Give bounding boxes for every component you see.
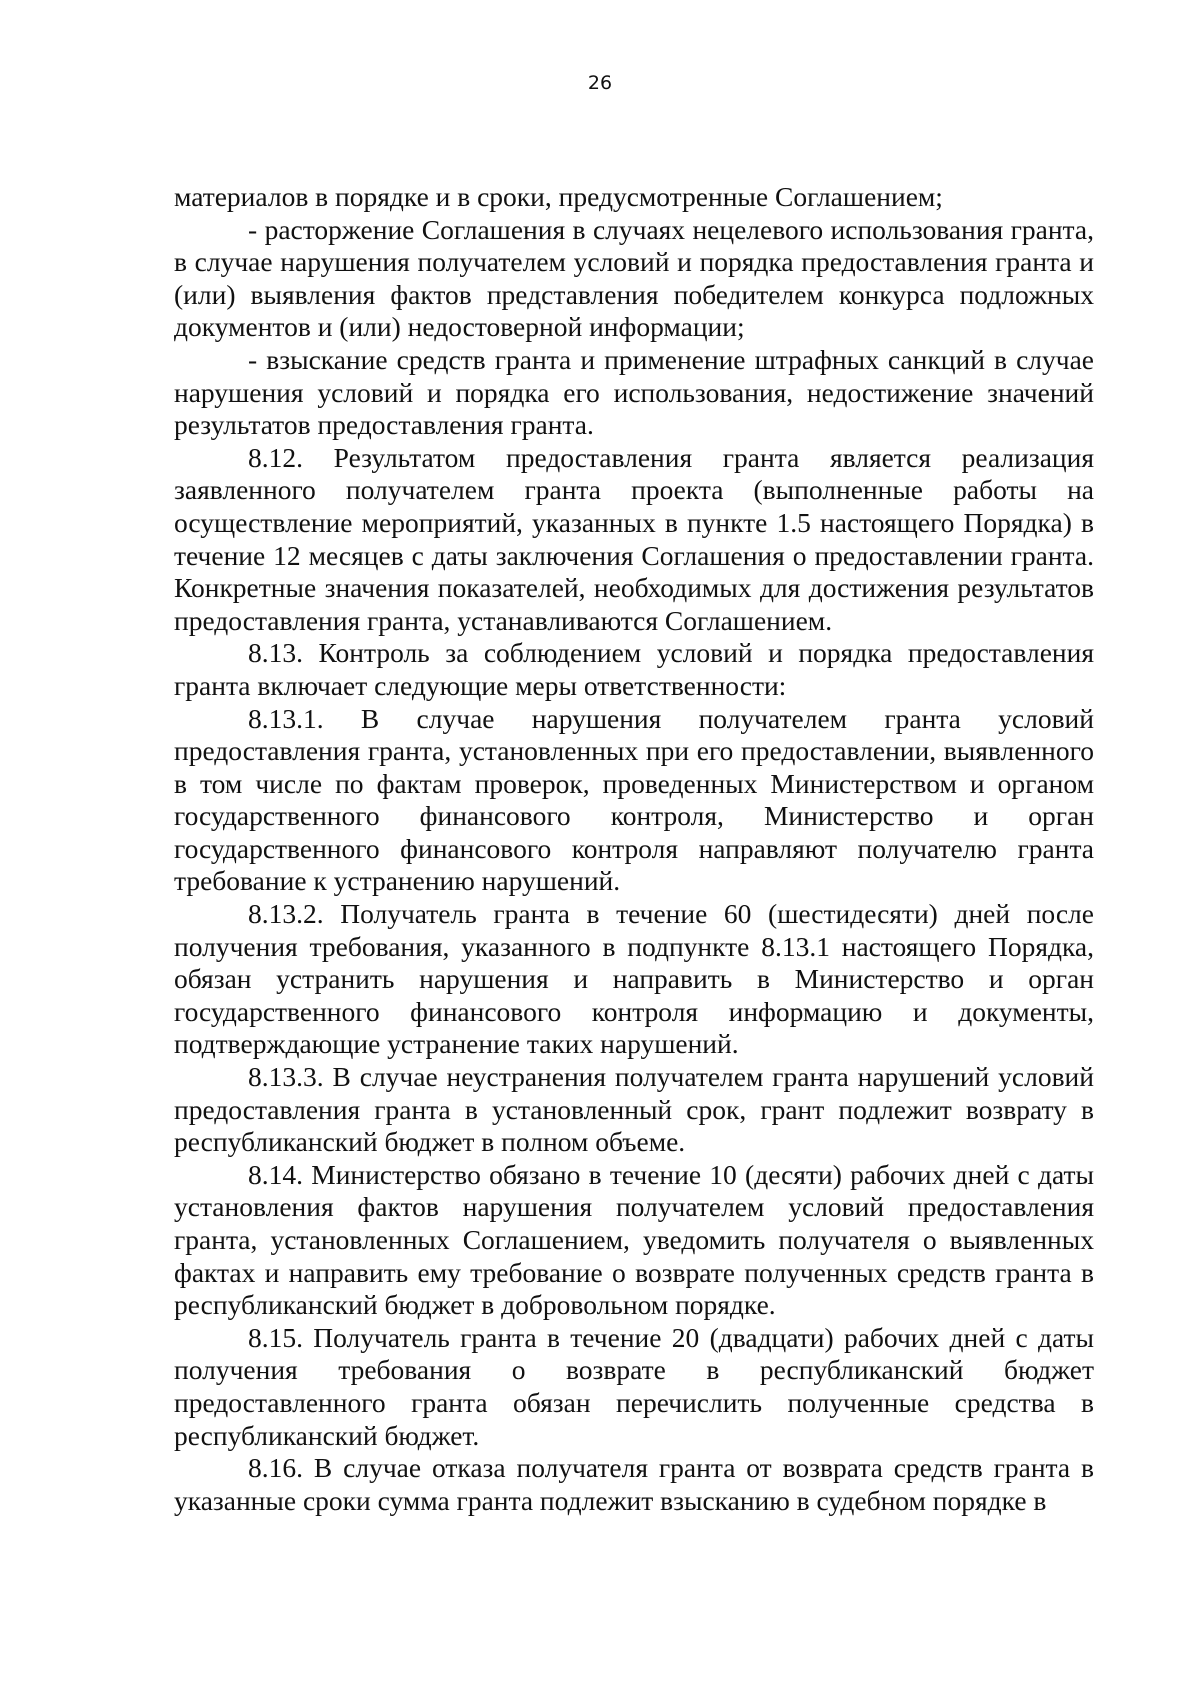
paragraph-8-12: 8.12. Результатом предоставления гранта является реализация заявленного получателем гранта проекта (выполненные работы на осуществление мероприятий, указанных в пункте 1.5 настоящего Порядка) в течение 12 месяцев с даты заключения Соглашения о предоставлении гранта. Конкретные значения показателей, необходимых для достижения результатов предоставления гранта, устанавливаются Соглашением. xyxy=(174,441,1094,636)
paragraph-termination-clause: - расторжение Соглашения в случаях нецелевого использования гранта, в случае нарушения получателем условий и порядка предоставления гранта и (или) выявления фактов представления победителем конкурса подложных документов и (или) недостоверной информации; xyxy=(174,213,1094,343)
paragraph-continuation: материалов в порядке и в сроки, предусмотренные Соглашением; xyxy=(174,181,943,212)
paragraph-8-14: 8.14. Министерство обязано в течение 10 (десяти) рабочих дней с даты установления фактов нарушения получателем условий предоставления гранта, установленных Соглашением, уведомить получателя о выявленных фактах и направить ему требование о возврате полученных средств гранта в республиканский бюджет в добровольном порядке. xyxy=(174,1158,1094,1321)
paragraph-8-13: 8.13. Контроль за соблюдением условий и порядка предоставления гранта включает следующие меры ответственности: xyxy=(174,637,1094,701)
document-body xyxy=(174,181,1094,1517)
paragraph-recovery-clause: - взыскание средств гранта и применение штрафных санкций в случае нарушения условий и порядка его использования, недостижение значений результатов предоставления гранта. xyxy=(174,343,1094,441)
page-number: 26 xyxy=(587,72,613,94)
paragraph-8-13-3: 8.13.3. В случае неустранения получателем гранта нарушений условий предоставления гранта в установленный срок, грант подлежит возврату в республиканский бюджет в полном объеме. xyxy=(174,1061,1094,1158)
paragraph-8-13-1: 8.13.1. В случае нарушения получателем гранта условий предоставления гранта, установленных при его предоставлении, выявленного в том числе по фактам проверок, проведенных Министерством и органом государственного финансового контроля, Министерство и орган государственного финансового контроля направляют получателю гранта требование к устранению нарушений. xyxy=(174,702,1094,897)
paragraph-8-13-2: 8.13.2. Получатель гранта в течение 60 (шестидесяти) дней после получения требования, указанного в подпункте 8.13.1 настоящего Порядка, обязан устранить нарушения и направить в Министерство и орган государственного финансового контроля информацию и документы, подтверждающие устранение таких нарушений. xyxy=(174,898,1094,1060)
paragraph-8-15: 8.15. Получатель гранта в течение 20 (двадцати) рабочих дней с даты получения требования о возврате в республиканский бюджет предоставленного гранта обязан перечислить полученные средства в республиканский бюджет. xyxy=(174,1321,1094,1451)
paragraph-8-16: 8.16. В случае отказа получателя гранта от возврата средств гранта в указанные сроки сумма гранта подлежит взысканию в судебном порядке в xyxy=(174,1452,1094,1516)
